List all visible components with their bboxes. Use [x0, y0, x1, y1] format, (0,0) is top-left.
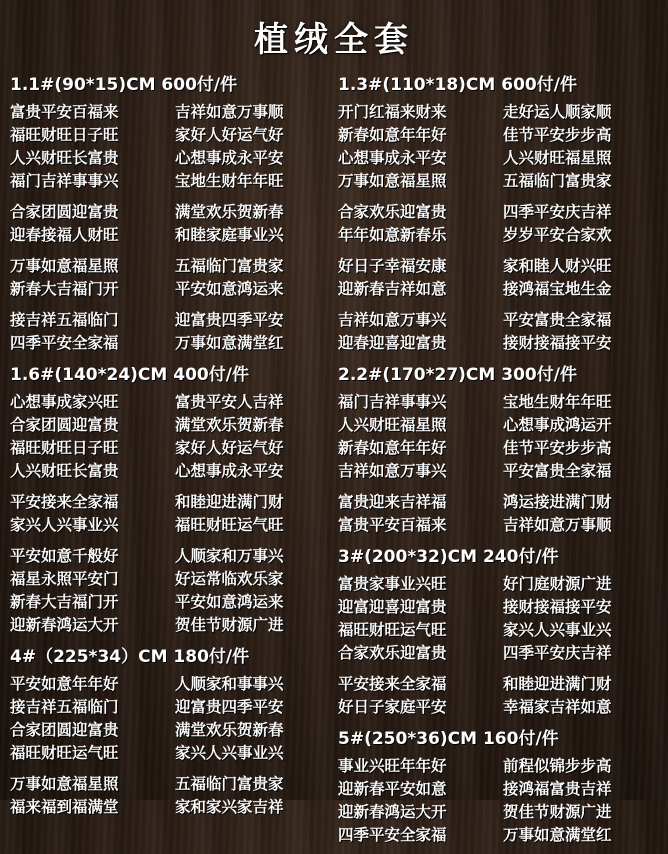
couplet-group	[10, 390, 330, 482]
couplet-row	[10, 254, 330, 277]
couplet-row	[10, 169, 330, 192]
couplet-line-left: 富贵迎来吉祥福	[338, 492, 447, 511]
couplet-line-left: 富贵平安百福来	[338, 515, 447, 534]
couplet-line-left: 年年如意新春乐	[338, 225, 447, 244]
couplet-line-left: 接吉祥五福临门	[10, 310, 119, 329]
couplet-line-right: 富贵平安人吉祥	[175, 392, 284, 411]
couplet-line-right: 迎富贵四季平安	[175, 697, 284, 716]
couplet-row	[10, 490, 330, 513]
couplet-line-left: 合家欢乐迎富贵	[338, 643, 447, 662]
couplet-line-right: 五福临门富贵家	[175, 774, 284, 793]
section-heading: 3#(200*32)CM 240付/件	[338, 547, 559, 567]
couplet-group	[338, 308, 658, 354]
couplet-row	[10, 146, 330, 169]
couplet-group	[10, 490, 330, 536]
couplet-row	[338, 200, 658, 223]
couplet-line-right: 好运常临欢乐家	[175, 569, 284, 588]
couplet-row	[338, 777, 658, 800]
couplet-group	[10, 672, 330, 764]
couplet-row	[10, 223, 330, 246]
couplet-line-right: 和睦迎进满门财	[503, 674, 612, 693]
couplet-group	[338, 200, 658, 246]
section-heading: 2.2#(170*27)CM 300付/件	[338, 365, 577, 385]
couplet-line-left: 开门红福来财来	[338, 102, 447, 121]
couplet-row	[10, 413, 330, 436]
couplet-row	[10, 795, 330, 818]
size-section	[338, 362, 658, 536]
couplet-row	[10, 200, 330, 223]
couplet-line-left: 福旺财旺运气旺	[338, 620, 447, 639]
couplet-row	[338, 459, 658, 482]
couplet-line-left: 迎富迎喜迎富贵	[338, 597, 447, 616]
couplet-line-left: 迎新春吉祥如意	[338, 279, 447, 298]
right-column	[338, 72, 658, 854]
couplet-line-left: 合家欢乐迎富贵	[338, 202, 447, 221]
couplet-group	[10, 772, 330, 818]
couplet-row	[10, 613, 330, 636]
couplet-row	[338, 618, 658, 641]
section-heading: 1.1#(90*15)CM 600付/件	[10, 75, 238, 95]
couplet-row	[10, 567, 330, 590]
couplet-line-left: 吉祥如意万事兴	[338, 310, 447, 329]
couplet-row	[338, 331, 658, 354]
couplet-line-left: 福来福到福满堂	[10, 797, 119, 816]
couplet-line-left: 合家团圆迎富贵	[10, 720, 119, 739]
couplet-line-left: 万事如意福星照	[10, 774, 119, 793]
couplet-line-right: 佳节平安步步高	[503, 438, 612, 457]
couplet-line-left: 四季平安全家福	[338, 825, 447, 844]
couplet-line-right: 平安富贵全家福	[503, 310, 612, 329]
couplet-row	[338, 695, 658, 718]
couplet-row	[10, 100, 330, 123]
couplet-row	[10, 308, 330, 331]
couplet-line-left: 心想事成永平安	[338, 148, 447, 167]
couplet-line-right: 前程似锦步步高	[503, 756, 612, 775]
couplet-line-left: 吉祥如意万事兴	[338, 461, 447, 480]
couplet-line-left: 平安如意年年好	[10, 674, 119, 693]
couplet-line-left: 人兴财旺长富贵	[10, 461, 119, 480]
size-section	[338, 726, 658, 846]
couplet-line-right: 鸿运接进满门财	[503, 492, 612, 511]
couplet-group	[10, 254, 330, 300]
couplet-line-left: 心想事成家兴旺	[10, 392, 119, 411]
couplet-group	[10, 308, 330, 354]
couplet-line-left: 万事如意福星照	[10, 256, 119, 275]
couplet-row	[338, 823, 658, 846]
couplet-line-right: 满堂欢乐贺新春	[175, 415, 284, 434]
couplet-line-right: 和睦迎进满门财	[175, 492, 284, 511]
couplet-line-left: 迎春迎喜迎富贵	[338, 333, 447, 352]
couplet-line-left: 好日子家庭平安	[338, 697, 447, 716]
couplet-row	[338, 277, 658, 300]
couplet-row	[10, 513, 330, 536]
couplet-line-left: 富贵家事业兴旺	[338, 574, 447, 593]
couplet-line-left: 事业兴旺年年好	[338, 756, 447, 775]
couplet-row	[338, 513, 658, 536]
couplet-line-right: 家和家兴家吉祥	[175, 797, 284, 816]
couplet-line-left: 福旺财旺运气旺	[10, 743, 119, 762]
couplet-row	[10, 459, 330, 482]
couplet-line-left: 合家团圆迎富贵	[10, 202, 119, 221]
couplet-line-right: 人兴财旺福星照	[503, 148, 612, 167]
couplet-line-left: 人兴财旺福星照	[338, 415, 447, 434]
couplet-line-right: 家兴人兴事业兴	[503, 620, 612, 639]
couplet-line-left: 迎新春平安如意	[338, 779, 447, 798]
couplet-row	[338, 390, 658, 413]
couplet-line-right: 宝地生财年年旺	[175, 171, 284, 190]
couplet-line-right: 佳节平安步步高	[503, 125, 612, 144]
couplet-row	[10, 277, 330, 300]
section-heading: 4#（225*34）CM 180付/件	[10, 647, 250, 667]
size-section	[10, 644, 330, 818]
couplet-line-right: 四季平安庆吉祥	[503, 202, 612, 221]
couplet-line-right: 吉祥如意万事顺	[503, 515, 612, 534]
couplet-line-left: 好日子幸福安康	[338, 256, 447, 275]
couplet-row	[10, 544, 330, 567]
couplet-line-left: 平安如意千般好	[10, 546, 119, 565]
couplet-line-left: 四季平安全家福	[10, 333, 119, 352]
couplet-line-right: 家兴人兴事业兴	[175, 743, 284, 762]
couplet-row	[338, 800, 658, 823]
couplet-line-left: 富贵平安百福来	[10, 102, 119, 121]
section-heading: 1.6#(140*24)CM 400付/件	[10, 365, 249, 385]
couplet-line-right: 人顺家和事事兴	[175, 674, 284, 693]
couplet-line-right: 走好运人顺家顺	[503, 102, 612, 121]
couplet-row	[10, 331, 330, 354]
couplet-line-left: 福旺财旺日子旺	[10, 125, 119, 144]
couplet-line-left: 万事如意福星照	[338, 171, 447, 190]
couplet-group	[338, 100, 658, 192]
couplet-row	[10, 695, 330, 718]
couplet-line-right: 接鸿福富贵吉祥	[503, 779, 612, 798]
size-section	[10, 362, 330, 636]
couplet-line-right: 福旺财旺运气旺	[175, 515, 284, 534]
couplet-line-left: 福门吉祥事事兴	[10, 171, 119, 190]
couplet-line-right: 平安富贵全家福	[503, 461, 612, 480]
couplet-line-left: 福门吉祥事事兴	[338, 392, 447, 411]
couplet-line-right: 家和睦人财兴旺	[503, 256, 612, 275]
couplet-line-right: 万事如意满堂红	[503, 825, 612, 844]
couplet-group	[338, 572, 658, 664]
couplet-line-right: 人顺家和万事兴	[175, 546, 284, 565]
couplet-line-right: 迎富贵四季平安	[175, 310, 284, 329]
couplet-line-right: 万事如意满堂红	[175, 333, 284, 352]
couplet-line-right: 心想事成永平安	[175, 461, 284, 480]
couplet-row	[338, 413, 658, 436]
couplet-row	[10, 672, 330, 695]
couplet-line-left: 福旺财旺日子旺	[10, 438, 119, 457]
couplet-row	[10, 123, 330, 146]
couplet-row	[10, 741, 330, 764]
couplet-row	[338, 572, 658, 595]
couplet-line-right: 满堂欢乐贺新春	[175, 720, 284, 739]
couplet-line-left: 新春如意年年好	[338, 438, 447, 457]
couplet-row	[338, 123, 658, 146]
couplet-line-right: 贺佳节财源广进	[175, 615, 284, 634]
couplet-line-right: 好门庭财源广进	[503, 574, 612, 593]
couplet-row	[338, 595, 658, 618]
couplet-line-right: 家好人好运气好	[175, 438, 284, 457]
couplet-line-right: 接财接福接平安	[503, 333, 612, 352]
couplet-line-right: 四季平安庆吉祥	[503, 643, 612, 662]
couplet-line-left: 合家团圆迎富贵	[10, 415, 119, 434]
couplet-row	[338, 146, 658, 169]
couplet-line-right: 贺佳节财源广进	[503, 802, 612, 821]
couplet-group	[338, 254, 658, 300]
size-section	[10, 72, 330, 354]
couplet-line-right: 幸福家吉祥如意	[503, 697, 612, 716]
couplet-line-left: 新春如意年年好	[338, 125, 447, 144]
couplet-group	[10, 100, 330, 192]
couplet-row	[338, 308, 658, 331]
couplet-row	[10, 436, 330, 459]
couplet-line-left: 福星永照平安门	[10, 569, 119, 588]
couplet-line-right: 心想事成永平安	[175, 148, 284, 167]
size-section	[338, 72, 658, 354]
couplet-line-right: 平安如意鸿运来	[175, 592, 284, 611]
couplet-group	[338, 390, 658, 482]
couplet-row	[338, 754, 658, 777]
couplet-line-left: 新春大吉福门开	[10, 592, 119, 611]
couplet-line-right: 宝地生财年年旺	[503, 392, 612, 411]
couplet-row	[10, 718, 330, 741]
couplet-group	[338, 754, 658, 846]
couplet-line-left: 迎新春鸿运大开	[338, 802, 447, 821]
left-column	[10, 72, 330, 826]
couplet-line-right: 五福临门富贵家	[503, 171, 612, 190]
couplet-line-right: 吉祥如意万事顺	[175, 102, 284, 121]
size-section	[338, 544, 658, 718]
couplet-line-left: 迎新春鸿运大开	[10, 615, 119, 634]
couplet-line-right: 岁岁平安合家欢	[503, 225, 612, 244]
couplet-row	[338, 436, 658, 459]
couplet-row	[10, 390, 330, 413]
couplet-line-right: 满堂欢乐贺新春	[175, 202, 284, 221]
couplet-group	[10, 200, 330, 246]
couplet-line-left: 平安接来全家福	[338, 674, 447, 693]
couplet-line-right: 平安如意鸿运来	[175, 279, 284, 298]
couplet-row	[338, 641, 658, 664]
couplet-line-right: 家好人好运气好	[175, 125, 284, 144]
couplet-row	[338, 254, 658, 277]
couplet-line-right: 接鸿福宝地生金	[503, 279, 612, 298]
couplet-row	[10, 772, 330, 795]
section-heading: 1.3#(110*18)CM 600付/件	[338, 75, 577, 95]
couplet-line-right: 五福临门富贵家	[175, 256, 284, 275]
couplet-group	[338, 672, 658, 718]
couplet-line-right: 和睦家庭事业兴	[175, 225, 284, 244]
couplet-line-left: 家兴人兴事业兴	[10, 515, 119, 534]
section-heading: 5#(250*36)CM 160付/件	[338, 729, 559, 749]
page-title: 植绒全套	[254, 20, 414, 60]
couplet-line-left: 迎春接福人财旺	[10, 225, 119, 244]
couplet-line-left: 人兴财旺长富贵	[10, 148, 119, 167]
couplet-line-left: 新春大吉福门开	[10, 279, 119, 298]
couplet-line-left: 平安接来全家福	[10, 492, 119, 511]
couplet-row	[338, 223, 658, 246]
couplet-row	[10, 590, 330, 613]
couplet-row	[338, 490, 658, 513]
couplet-group	[10, 544, 330, 636]
couplet-line-left: 接吉祥五福临门	[10, 697, 119, 716]
couplet-line-right: 接财接福接平安	[503, 597, 612, 616]
couplet-row	[338, 100, 658, 123]
couplet-row	[338, 672, 658, 695]
couplet-group	[338, 490, 658, 536]
couplet-line-right: 心想事成鸿运开	[503, 415, 612, 434]
couplet-row	[338, 169, 658, 192]
